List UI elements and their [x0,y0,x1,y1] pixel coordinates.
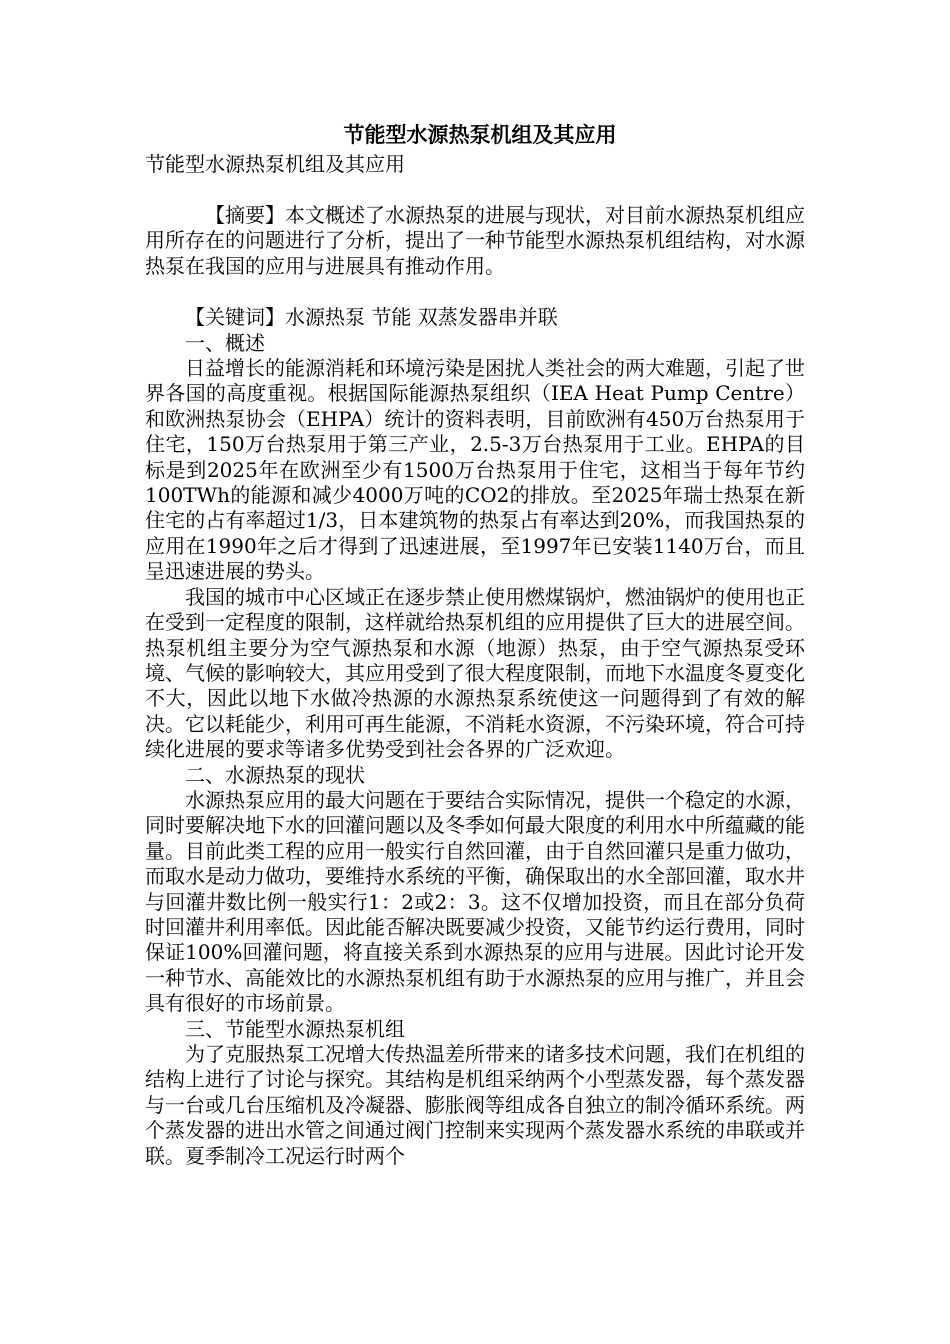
document-title: 节能型水源热泵机组及其应用 [343,122,617,147]
keywords-label: 【关键词】 [185,305,285,330]
section-heading-unit: 三、节能型水源热泵机组 [185,1016,405,1041]
section-heading-overview: 一、概述 [185,330,265,355]
keywords-text: 水源热泵 节能 双蒸发器串并联 [285,305,558,330]
body-paragraph: 我国的城市中心区域正在逐步禁止使用燃煤锅炉，燃油锅炉的使用也正在受到一定程度的限制，这样就给热泵机组的应用提供了巨大的进展空间。热泵机组主要分为空气源热泵和水源（地源）热泵，由于空气源热泵受环境、气候的影响较大，其应用受到了很大程度限制，而地下水温度冬夏变化不大，因此以地下水做冷热源的水源热泵系统使这一问题得到了有效的解决。它以耗能少，利用可再生能源，不消耗水资源，不污染环境，符合可持续化进展的要求等诸多优势受到社会各界的广泛欢迎。 [145,584,805,762]
document-page [145,120,805,1169]
abstract-label: 【摘要】 [205,203,285,227]
document-subtitle: 节能型水源热泵机组及其应用 [145,152,405,176]
section-heading-status: 二、水源热泵的现状 [185,762,365,787]
body-paragraph: 为了克服热泵工况增大传热温差所带来的诸多技术问题，我们在机组的结构上进行了讨论与探究。其结构是机组采纳两个小型蒸发器，每个蒸发器与一台或几台压缩机及冷凝器、膨胀阀等组成各自独立的制冷循环系统。两个蒸发器的进出水管之间通过阀门控制来实现两个蒸发器水系统的串联或并联。夏季制冷工况运行时两个 [145,1042,805,1168]
body-paragraph: 日益增长的能源消耗和环境污染是困扰人类社会的两大难题，引起了世界各国的高度重视。根据国际能源热泵组织（IEA Heat Pump Centre）和欧洲热泵协会（EHPA）统计的资料表明，目前欧洲有450万台热泵用于住宅，150万台热泵用于第三产业，2.5-3万台热泵用于工业。EHPA的目标是到2025年在欧洲至少有1500万台热泵用于住宅，这相当于每年节约100TWh的能源和减少4000万吨的CO2的排放。至2025年瑞士热泵在新住宅的占有率超过1/3，日本建筑物的热泵占有率达到20%，而我国热泵的应用在1990年之后才得到了迅速进展，至1997年已安装1140万台，而且呈迅速进展的势头。 [145,356,805,584]
abstract-text: 本文概述了水源热泵的进展与现状，对目前水源热泵机组应用所存在的问题进行了分析，提出了一种节能型水源热泵机组结构，对水源热泵在我国的应用与进展具有推动作用。 [145,203,805,278]
abstract-paragraph [145,203,805,279]
keywords-paragraph [145,305,805,330]
body-paragraph: 水源热泵应用的最大问题在于要结合实际情况，提供一个稳定的水源，同时要解决地下水的回灌问题以及冬季如何最大限度的利用水中所蕴藏的能量。目前此类工程的应用一般实行自然回灌，由于自然回灌只是重力做功，而取水是动力做功，要维持水系统的平衡，确保取出的水全部回灌，取水井与回灌井数比例一般实行1：2或2：3。这不仅增加投资，而且在部分负荷时回灌井利用率低。因此能否解决既要减少投资，又能节约运行费用，同时保证100%回灌问题，将直接关系到水源热泵的应用与进展。因此讨论开发一种节水、高能效比的水源热泵机组有助于水源热泵的应用与推广，并且会具有很好的市场前景。 [145,787,805,1016]
